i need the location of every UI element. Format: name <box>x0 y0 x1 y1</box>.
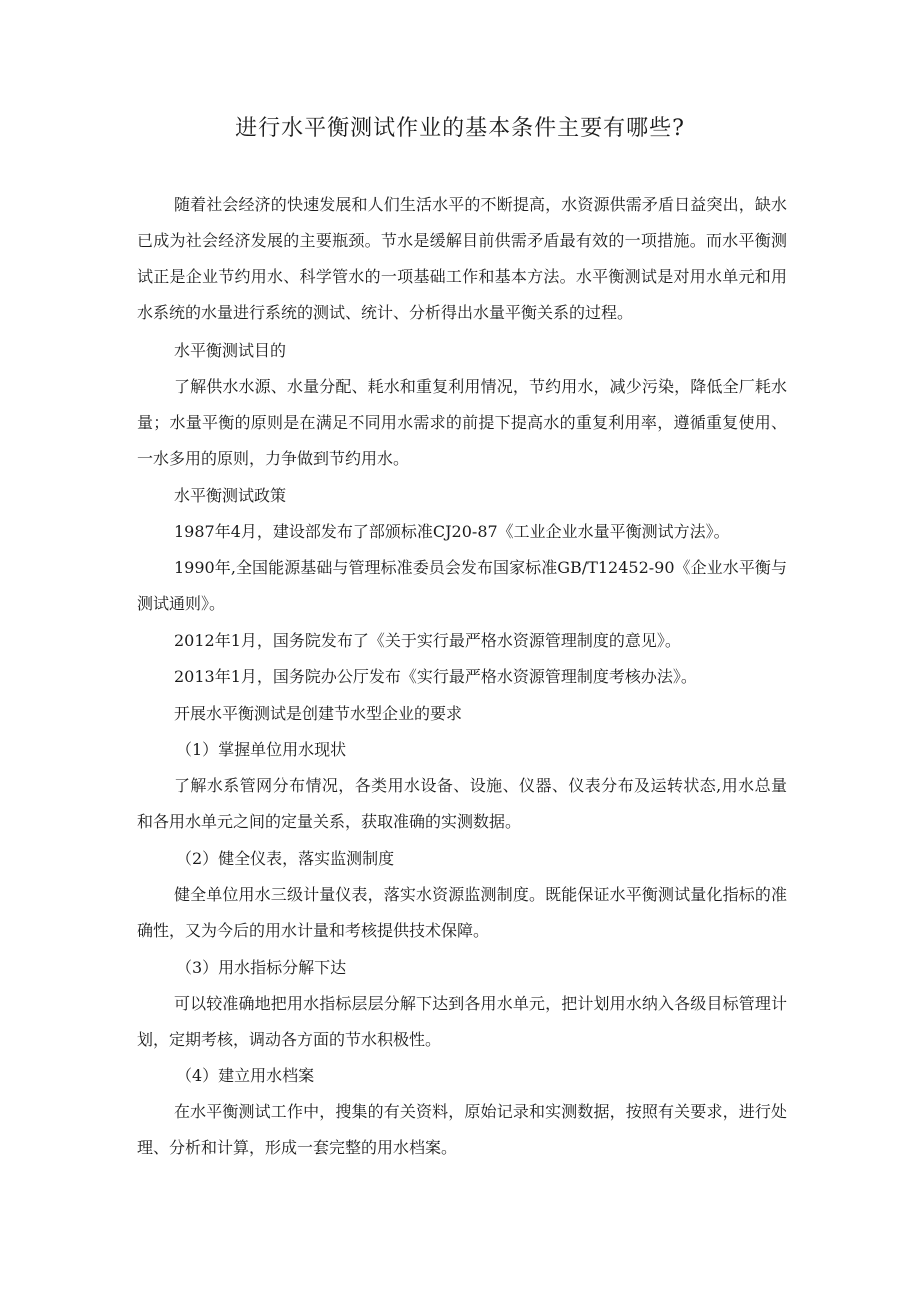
intro-paragraph: 随着社会经济的快速发展和人们生活水平的不断提高，水资源供需矛盾日益突出，缺水已成为社会经济发展的主要瓶颈。节水是缓解目前供需矛盾最有效的一项措施。而水平衡测试正是企业节约用水、科学管水的一项基础工作和基本方法。水平衡测试是对用水单元和用水系统的水量进行系统的测试、统计、分析得出水量平衡关系的过程。 <box>137 195 787 322</box>
requirement-item-label: （3）用水指标分解下达 <box>176 958 347 977</box>
requirement-item-label: （2）健全仪表，落实监测制度 <box>176 849 395 868</box>
requirement-item-label: （1）掌握单位用水现状 <box>176 740 347 759</box>
requirement-item-body: 健全单位用水三级计量仪表，落实水资源监测制度。既能保证水平衡测试量化指标的准确性，又为今后的用水计量和考核提供技术保障。 <box>137 885 787 940</box>
purpose-paragraph: 了解供水水源、水量分配、耗水和重复利用情况，节约用水，减少污染，降低全厂耗水量；水量平衡的原则是在满足不同用水需求的前提下提高水的重复利用率，遵循重复使用、一水多用的原则，力争做到节约用水。 <box>137 377 787 468</box>
requirement-item-body: 了解水系管网分布情况，各类用水设备、设施、仪器、仪表分布及运转状态,用水总量和各用水单元之间的定量关系，获取准确的实测数据。 <box>137 776 787 831</box>
requirement-item-body: 在水平衡测试工作中，搜集的有关资料，原始记录和实测数据，按照有关要求，进行处理、分析和计算，形成一套完整的用水档案。 <box>137 1102 787 1157</box>
policy-item: 1990年,全国能源基础与管理标准委员会发布国家标准GB/T12452-90《企业水平衡与测试通则》。 <box>137 558 787 613</box>
policy-item: 2013年1月，国务院办公厅发布《实行最严格水资源管理制度考核办法》。 <box>174 667 697 686</box>
requirement-item-body: 可以较准确地把用水指标层层分解下达到各用水单元，把计划用水纳入各级目标管理计划，定期考核，调动各方面的节水积极性。 <box>137 994 787 1049</box>
policy-item: 2012年1月，国务院发布了《关于实行最严格水资源管理制度的意见》。 <box>174 631 681 650</box>
policy-item: 1987年4月，建设部发布了部颁标准CJ20-87《工业企业水量平衡测试方法》。 <box>174 522 730 541</box>
requirement-item-label: （4）建立用水档案 <box>176 1066 315 1085</box>
section-heading-purpose: 水平衡测试目的 <box>174 341 287 360</box>
section-heading-requirement: 开展水平衡测试是创建节水型企业的要求 <box>174 704 463 723</box>
section-heading-policy: 水平衡测试政策 <box>174 486 287 505</box>
document-title: 进行水平衡测试作业的基本条件主要有哪些? <box>235 116 685 141</box>
